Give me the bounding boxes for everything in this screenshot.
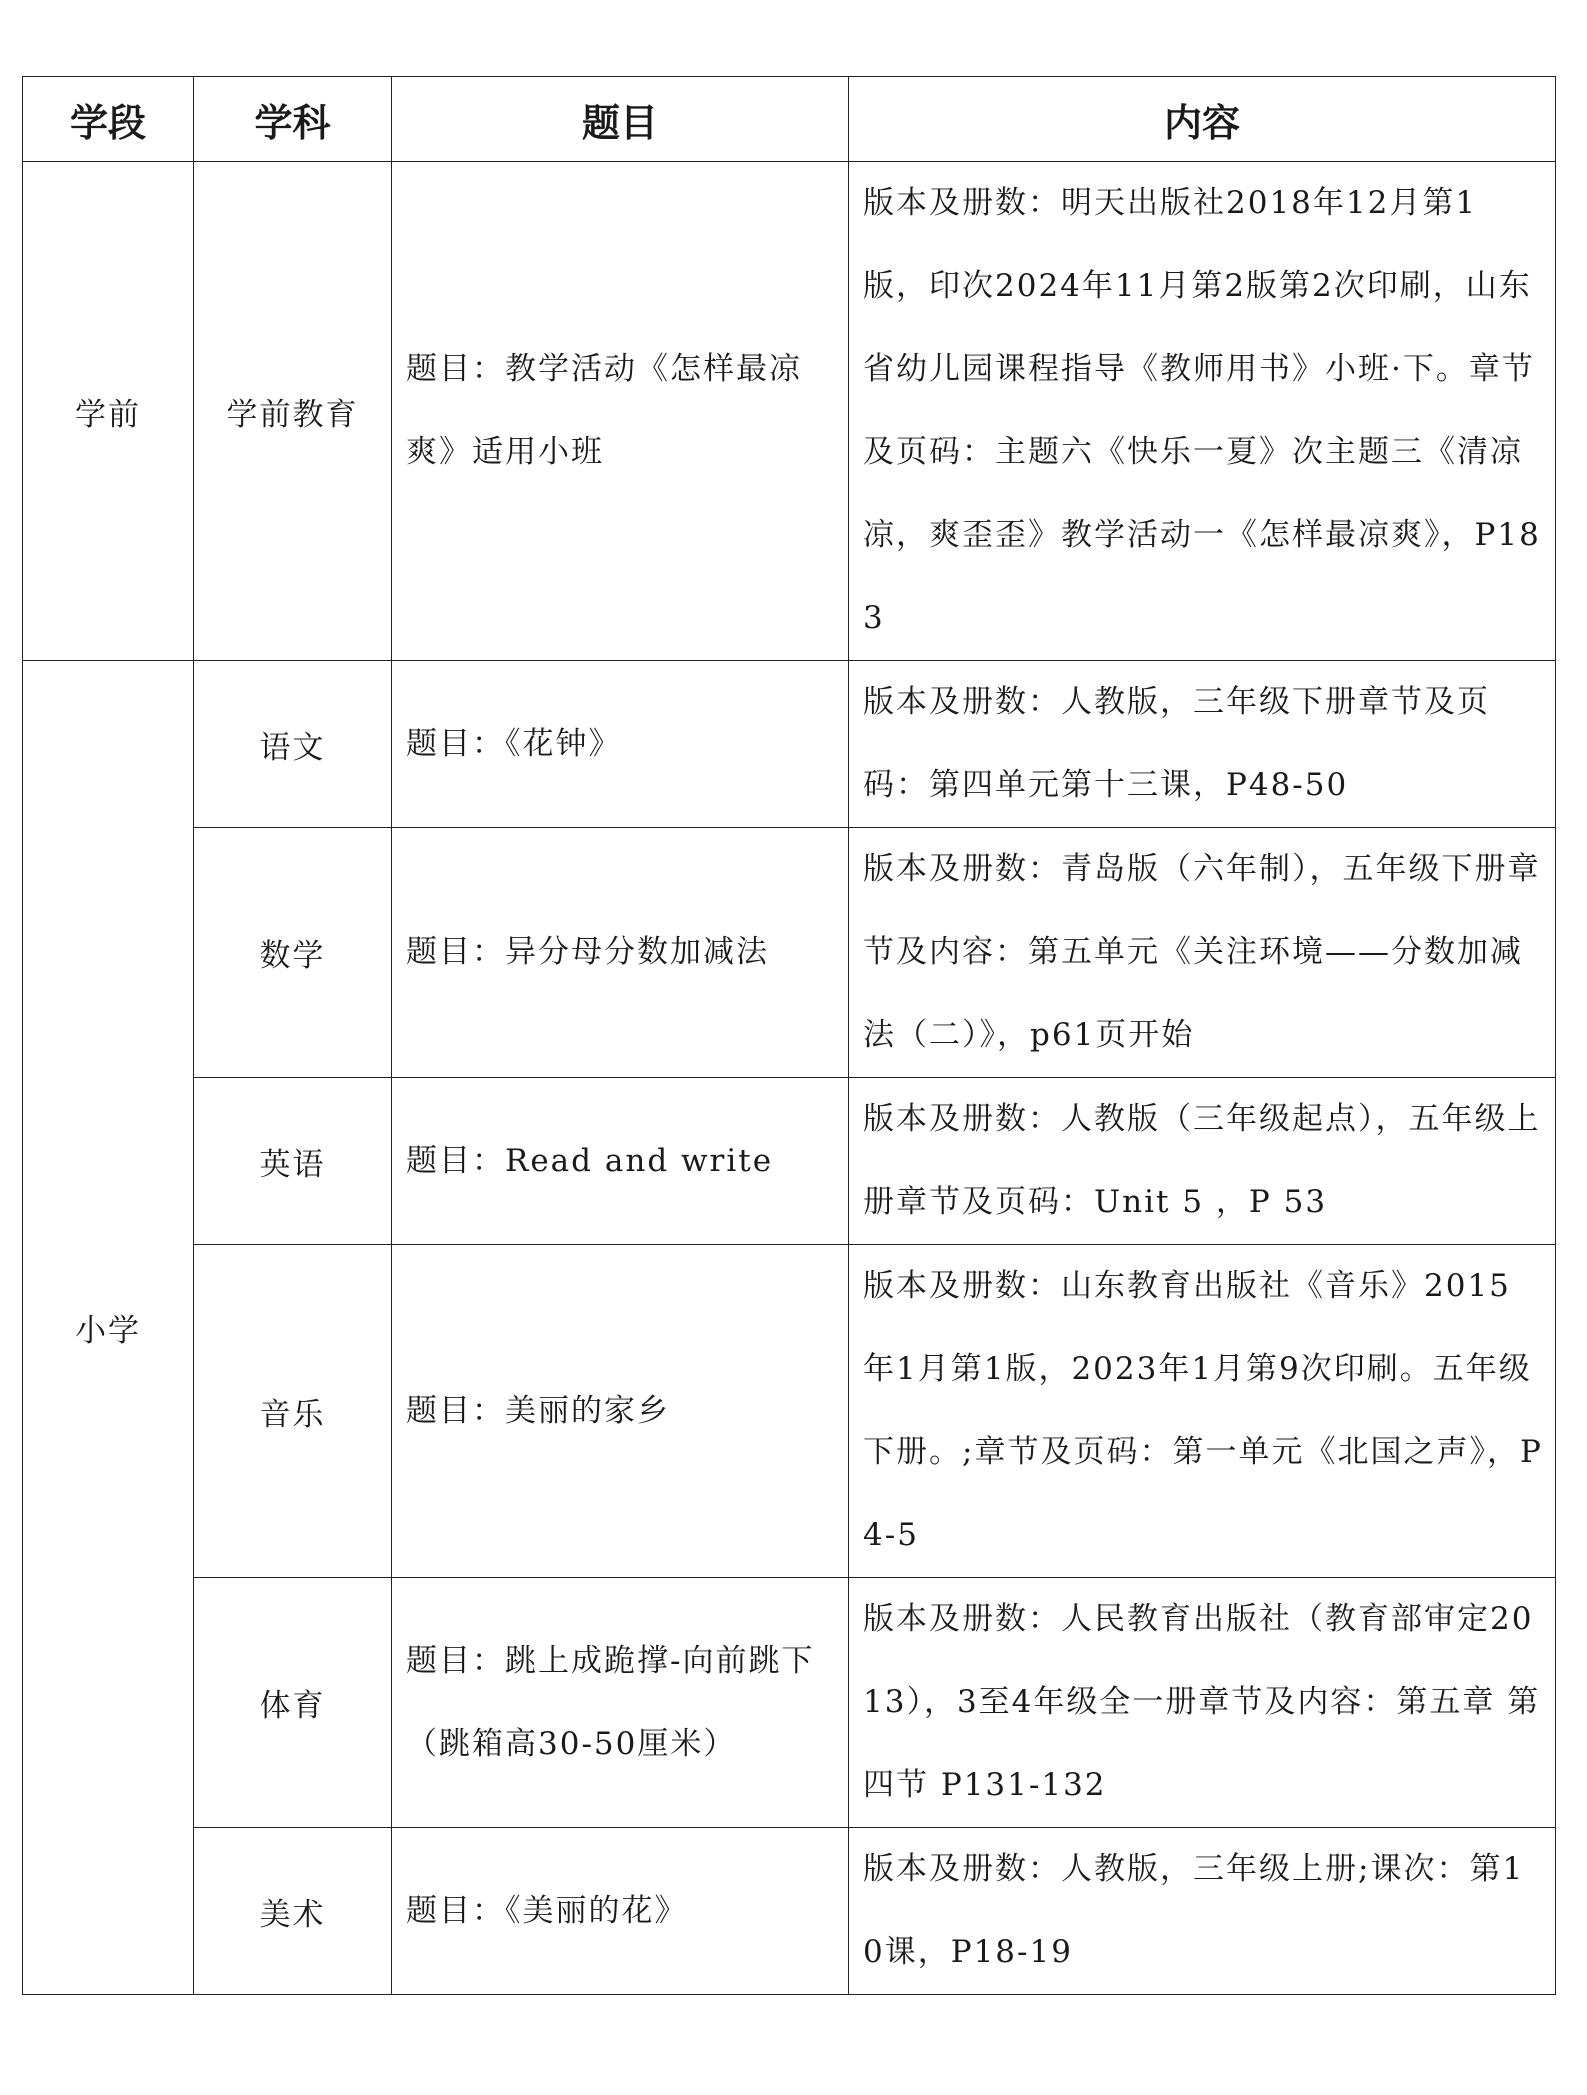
table-row bbox=[23, 661, 1556, 828]
content-cell: 版本及册数：青岛版（六年制），五年级下册章节及内容：第五单元《关注环境——分数加减法（二）》，p61页开始 bbox=[849, 828, 1556, 1078]
header-stage: 学段 bbox=[23, 77, 194, 162]
subject-cell: 学前教育 bbox=[194, 162, 392, 661]
table-row bbox=[23, 1828, 1556, 1995]
header-content: 内容 bbox=[849, 77, 1556, 162]
header-row bbox=[23, 77, 1556, 162]
topic-cell: 题目：Read and write bbox=[392, 1078, 849, 1245]
topic-cell: 题目：跳上成跪撑-向前跳下（跳箱高30-50厘米） bbox=[392, 1578, 849, 1828]
topic-cell: 题目：美丽的家乡 bbox=[392, 1245, 849, 1578]
stage-cell: 学前 bbox=[23, 162, 194, 661]
content-cell: 版本及册数：山东教育出版社《音乐》2015年1月第1版，2023年1月第9次印刷。五年级下册。;章节及页码：第一单元《北国之声》，P4-5 bbox=[849, 1245, 1556, 1578]
curriculum-table bbox=[22, 76, 1556, 1995]
content-cell: 版本及册数：人教版，三年级上册;课次：第10课，P18-19 bbox=[849, 1828, 1556, 1995]
subject-cell: 语文 bbox=[194, 661, 392, 828]
header-topic: 题目 bbox=[392, 77, 849, 162]
table-row bbox=[23, 1245, 1556, 1578]
content-cell: 版本及册数：明天出版社2018年12月第1版，印次2024年11月第2版第2次印刷，山东省幼儿园课程指导《教师用书》小班·下。章节及页码：主题六《快乐一夏》次主题三《清凉凉，爽歪歪》教学活动一《怎样最凉爽》，P183 bbox=[849, 162, 1556, 661]
subject-cell: 体育 bbox=[194, 1578, 392, 1828]
content-cell: 版本及册数：人教版，三年级下册章节及页码：第四单元第十三课，P48-50 bbox=[849, 661, 1556, 828]
table-row bbox=[23, 828, 1556, 1078]
topic-cell: 题目：异分母分数加减法 bbox=[392, 828, 849, 1078]
topic-cell: 题目：《美丽的花》 bbox=[392, 1828, 849, 1995]
subject-cell: 美术 bbox=[194, 1828, 392, 1995]
subject-cell: 英语 bbox=[194, 1078, 392, 1245]
content-cell: 版本及册数：人教版（三年级起点），五年级上册章节及页码：Unit 5 ，P 53 bbox=[849, 1078, 1556, 1245]
stage-cell: 小学 bbox=[23, 661, 194, 1995]
topic-cell: 题目：教学活动《怎样最凉爽》适用小班 bbox=[392, 162, 849, 661]
content-cell: 版本及册数：人民教育出版社（教育部审定2013），3至4年级全一册章节及内容：第五章 第四节 P131-132 bbox=[849, 1578, 1556, 1828]
subject-cell: 音乐 bbox=[194, 1245, 392, 1578]
table-row bbox=[23, 162, 1556, 661]
table-row bbox=[23, 1578, 1556, 1828]
header-subject: 学科 bbox=[194, 77, 392, 162]
topic-cell: 题目：《花钟》 bbox=[392, 661, 849, 828]
subject-cell: 数学 bbox=[194, 828, 392, 1078]
table-row bbox=[23, 1078, 1556, 1245]
